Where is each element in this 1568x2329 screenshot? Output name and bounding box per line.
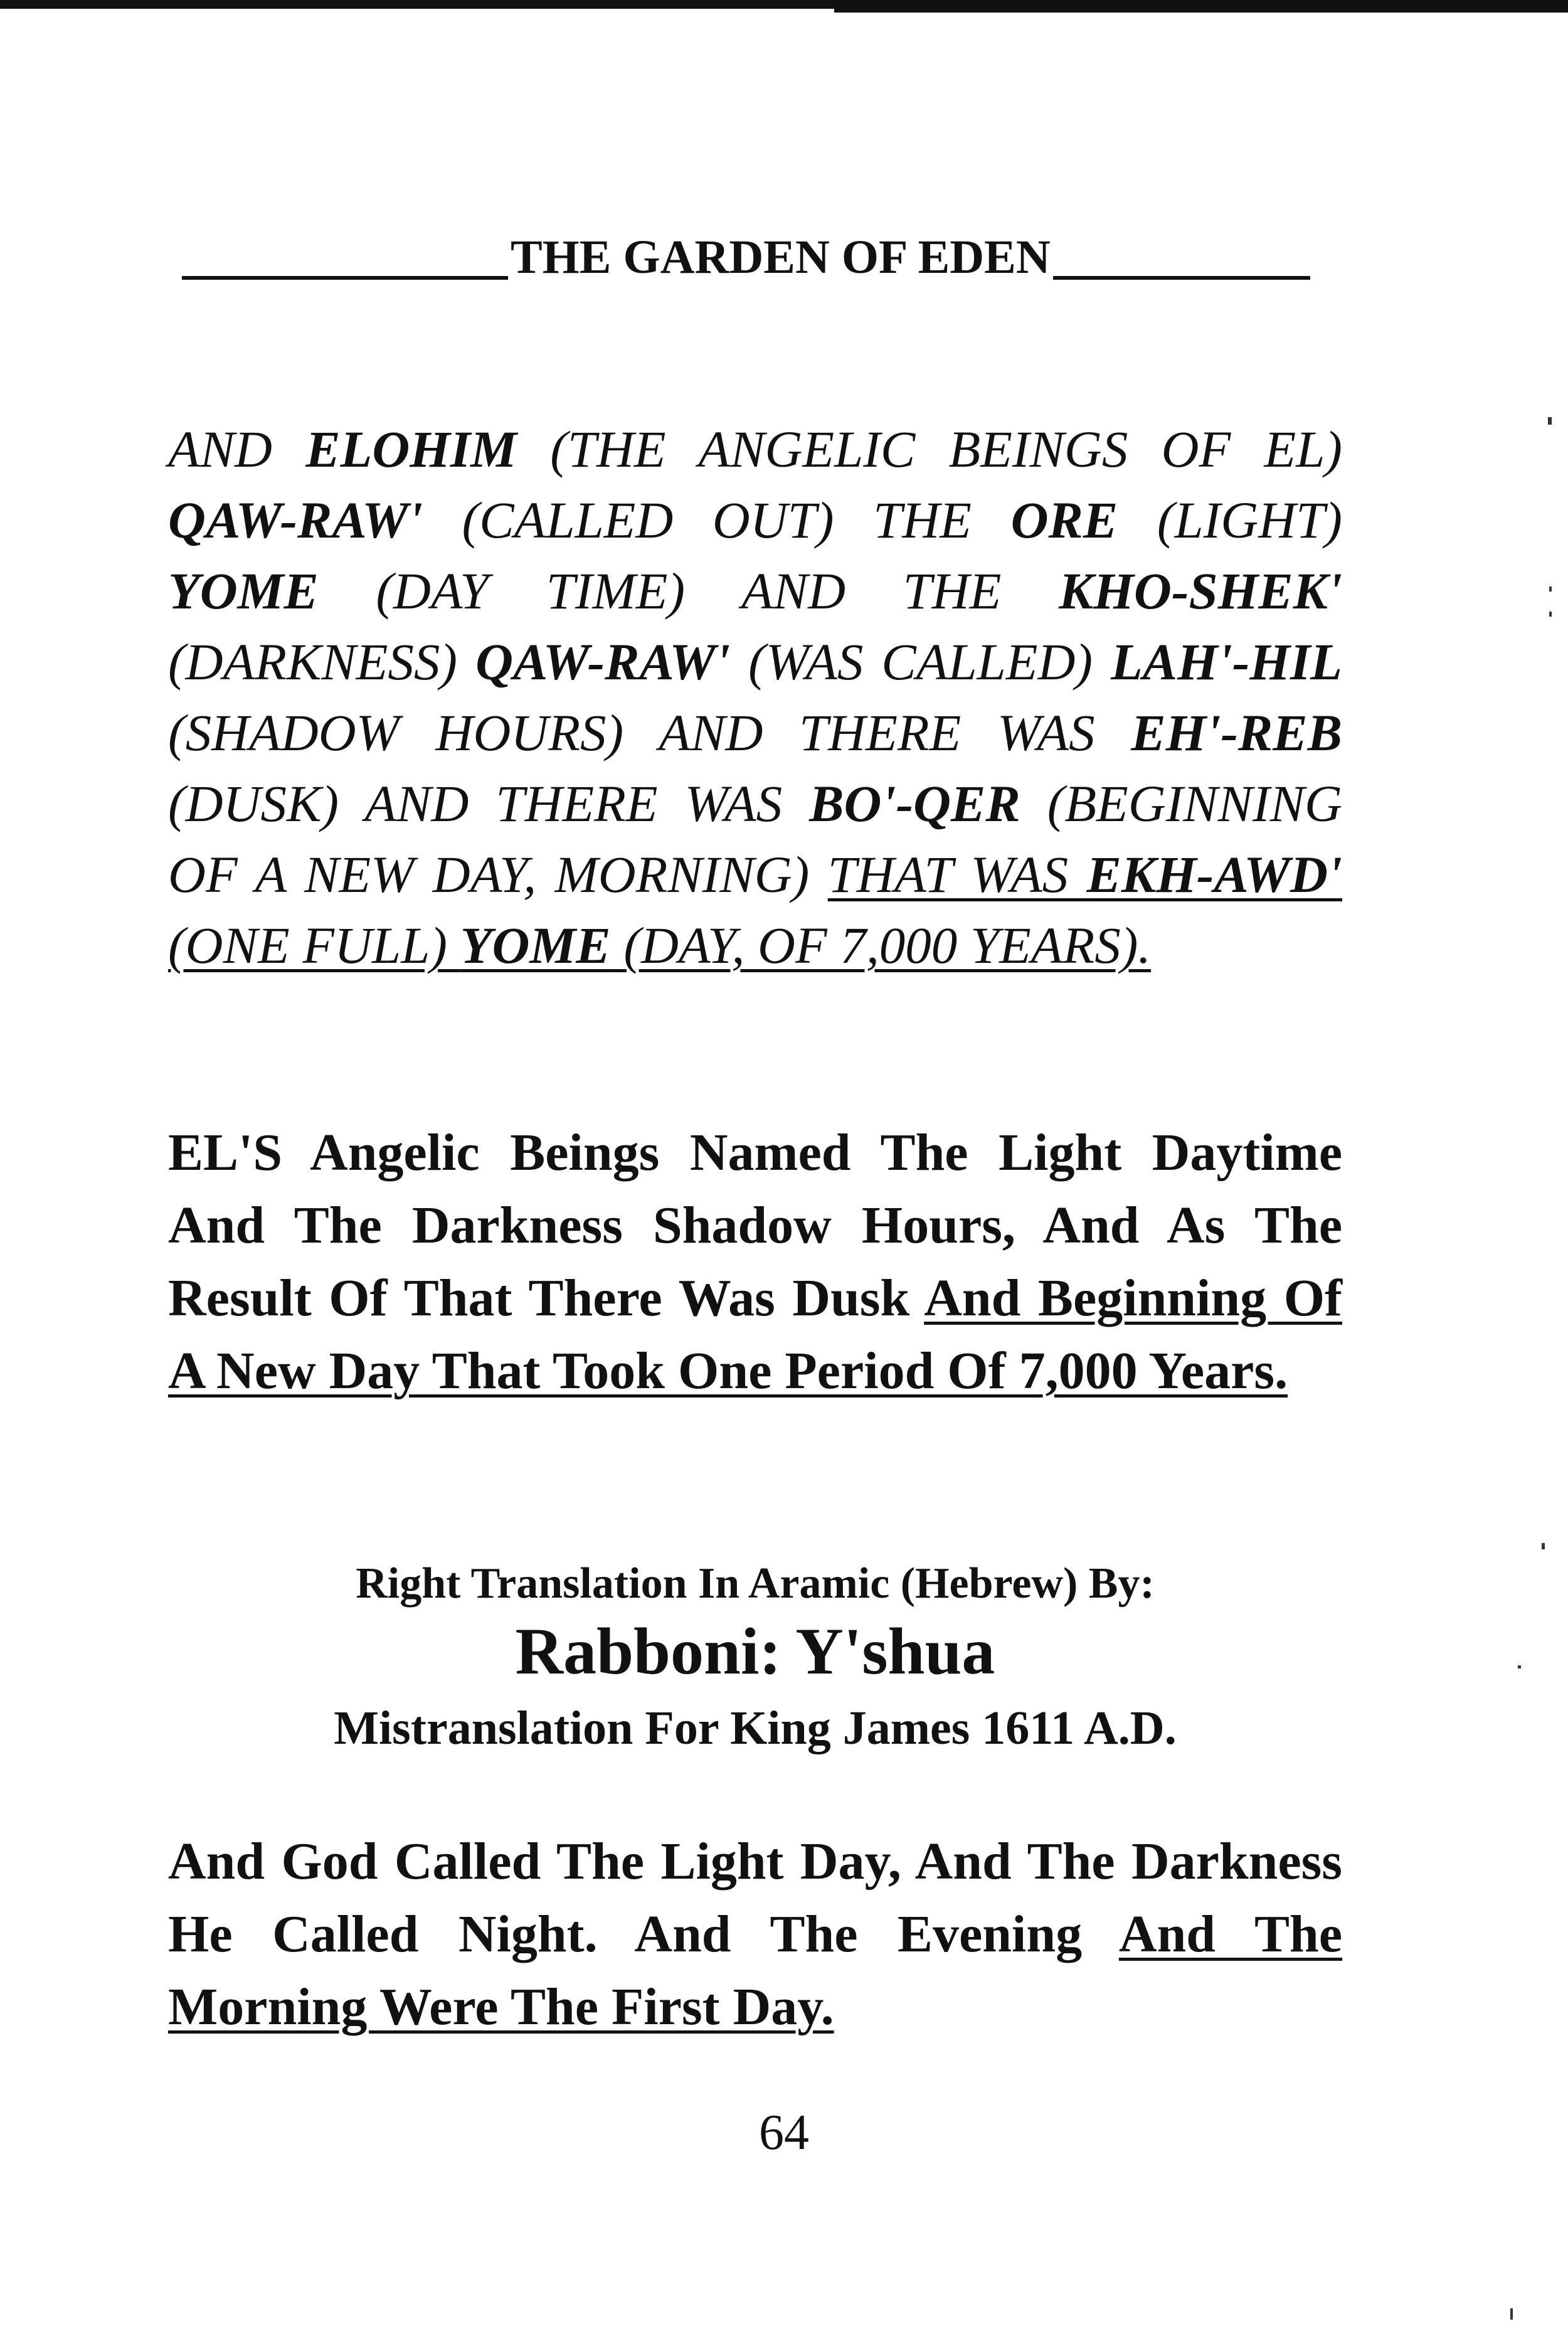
running-header: [182, 232, 1342, 282]
kjv-paragraph: [168, 1825, 1342, 2044]
text-run: (DARKNESS): [168, 633, 476, 691]
text-run: EL'S Angelic Beings Named The Light Daytime And The Darkness Shadow Hours, And As The Result Of That There Was Dusk: [168, 1123, 1342, 1327]
term-ekh-awd: EKH-AWD': [1086, 846, 1342, 903]
term-eh-reb: EH'-REB: [1131, 704, 1342, 761]
scan-speck: [1510, 2308, 1513, 2320]
term-yome: YOME: [168, 562, 319, 620]
text-run: (DUSK) AND THERE WAS: [168, 775, 810, 832]
text-run: (THE ANGELIC BEINGS OF EL): [516, 420, 1343, 478]
term-qaw-raw: QAW-RAW': [475, 633, 731, 691]
credit-author: Rabboni: Y'shua: [515, 1615, 995, 1688]
text-run: And God Called The Light Day, And The Darkness He Called Night. And The Evening: [168, 1832, 1342, 1963]
text-run: (SHADOW HOURS) AND THERE WAS: [168, 704, 1131, 761]
header-rule-left: [182, 276, 508, 280]
term-kho-shek: KHO-SHEK': [1058, 562, 1342, 620]
interpretation-paragraph: [168, 1117, 1342, 1408]
text-run: THAT WAS: [827, 846, 1087, 903]
header-rule-right: [1053, 276, 1310, 280]
underlined-run: And Beginning Of A New Day That Took One Period Of 7,000 Years.: [168, 1269, 1343, 1400]
header-title: THE GARDEN OF EDEN: [511, 231, 1051, 284]
text-run: (BEGINNING OF A NEW DAY, MORNING): [168, 775, 1343, 903]
term-bo-qer: BO'-QER: [809, 775, 1020, 832]
scan-speck: [1548, 417, 1552, 425]
term-qaw-raw: QAW-RAW': [168, 491, 423, 549]
term-ore: ORE: [1010, 491, 1118, 549]
text-run: (CALLED OUT) THE: [423, 491, 1011, 549]
top-scan-border-thick: [834, 3, 1568, 13]
text-run: (LIGHT): [1118, 491, 1342, 549]
term-elohim: ELOHIM: [305, 420, 517, 478]
aramaic-translation-paragraph: [168, 414, 1342, 981]
page-number: 64: [759, 2105, 809, 2160]
text-run: (DAY TIME) AND THE: [318, 562, 1059, 620]
scan-speck: [1542, 1543, 1545, 1549]
underlined-run: And The Morning Were The First Day.: [168, 1905, 1342, 2036]
text-run: (WAS CALLED): [730, 633, 1111, 691]
text-run: (ONE FULL): [168, 916, 460, 974]
scan-speck: [1549, 612, 1552, 617]
text-run: AND: [168, 420, 306, 478]
scan-speck: [1518, 1665, 1521, 1668]
text-run: (DAY, OF 7,000 YEARS).: [610, 916, 1152, 974]
credit-line-1: Right Translation In Aramic (Hebrew) By:: [356, 1559, 1155, 1608]
scan-speck: [1549, 586, 1552, 592]
term-yome: YOME: [460, 916, 611, 974]
credit-line-3: Mistranslation For King James 1611 A.D.: [334, 1702, 1177, 1754]
term-lah-hil: LAH'-HIL: [1111, 633, 1342, 691]
